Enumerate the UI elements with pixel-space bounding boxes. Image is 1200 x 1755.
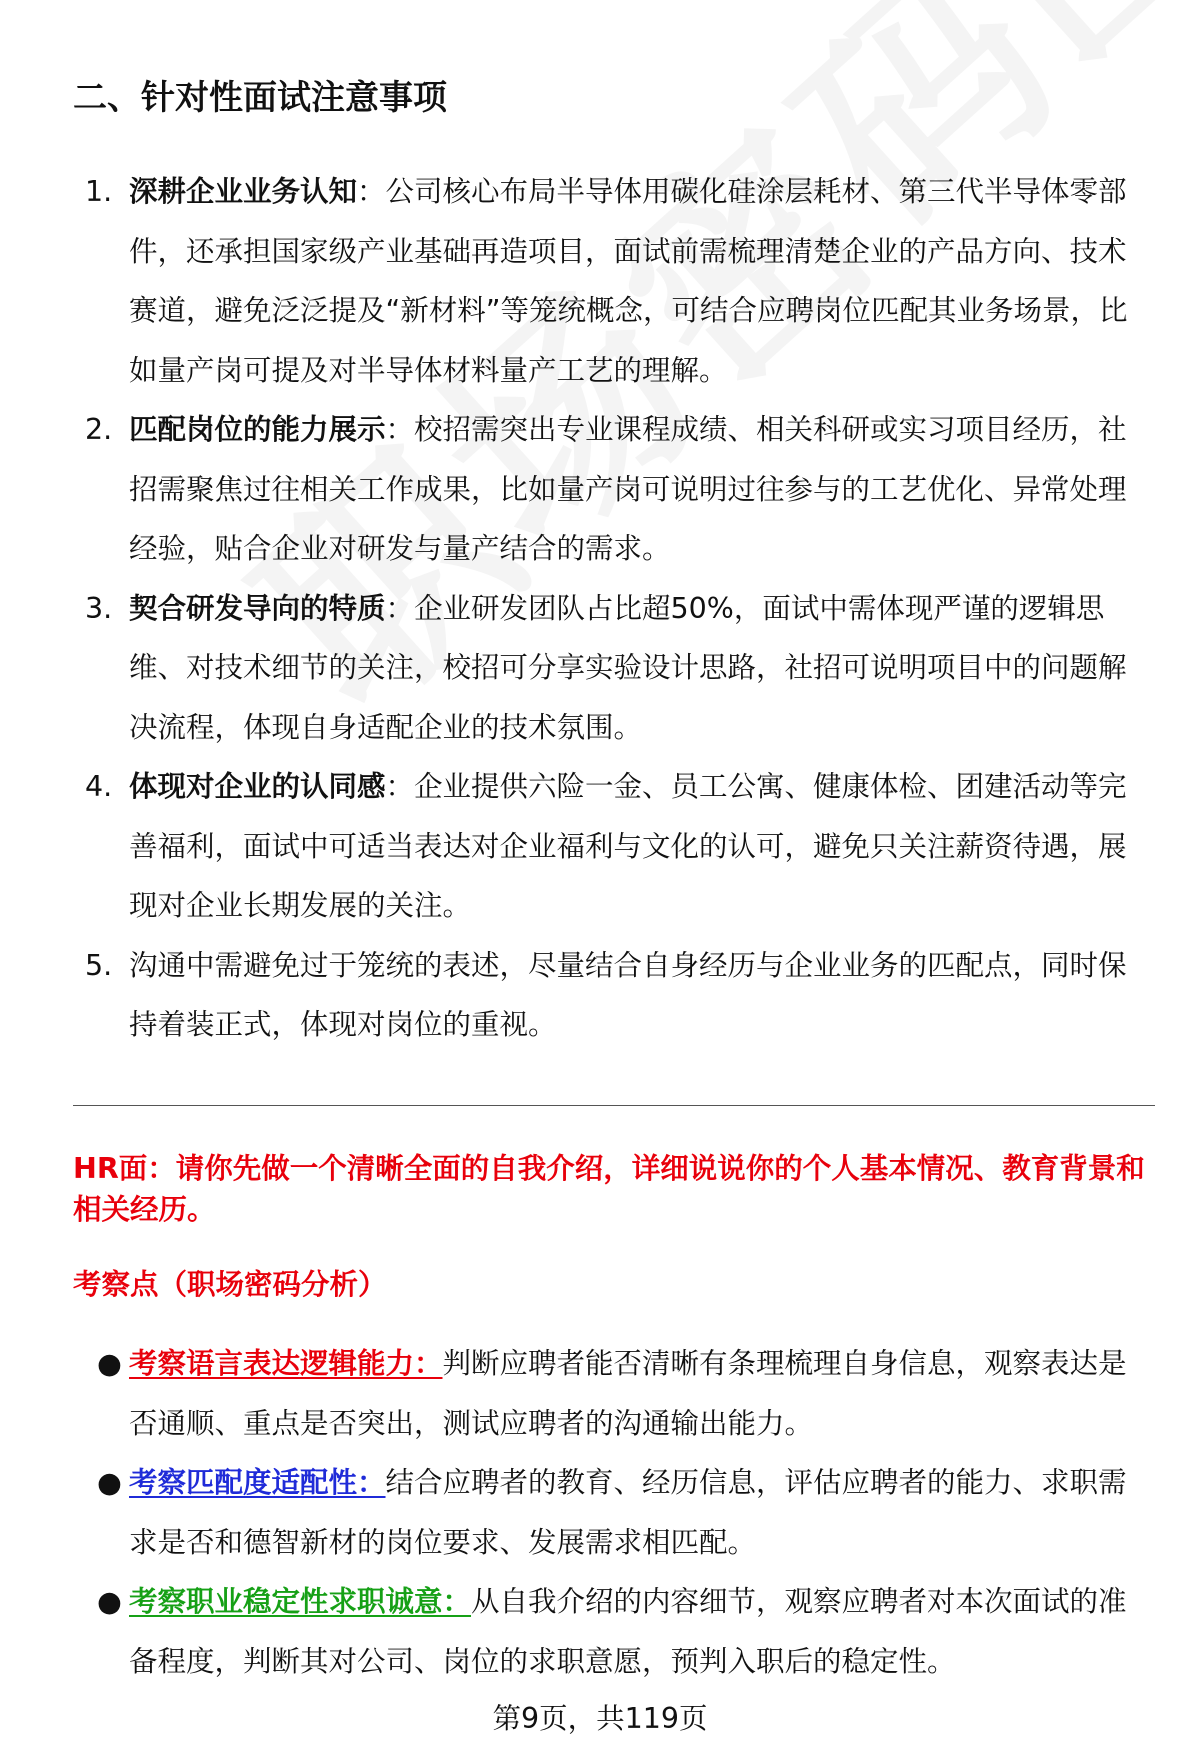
- notes-list: [73, 162, 1143, 1055]
- list-number: 4.: [85, 770, 113, 803]
- item-text: 沟通中需避免过于笼统的表述，尽量结合自身经历与企业业务的匹配点，同时保持着装正式，体现对岗位的重视。: [129, 948, 1127, 1041]
- item-heading: 深耕企业业务认知: [129, 175, 358, 208]
- item-heading: 体现对企业的认同感: [129, 770, 386, 803]
- list-number: 2.: [85, 413, 113, 446]
- point-heading: 考察语言表达逻辑能力：: [129, 1347, 443, 1380]
- interview-question: HR面：请你先做一个清晰全面的自我介绍，详细说说你的个人基本情况、教育背景和相关经历。: [73, 1152, 1145, 1226]
- section-title: 二、针对性面试注意事项: [73, 78, 447, 118]
- list-item: [73, 757, 1143, 936]
- list-item: [73, 1572, 1143, 1691]
- point-text: 结合应聘者的教育、经历信息，评估应聘者的能力、求职需求是否和德智新材的岗位要求、发展需求相匹配。: [129, 1466, 1127, 1559]
- page-footer: 第9页，共119页: [492, 1702, 708, 1735]
- divider: [73, 1105, 1155, 1106]
- separator: ：: [385, 413, 415, 446]
- list-number: 1.: [85, 175, 113, 208]
- point-text: 判断应聘者能否清晰有条理梳理自身信息，观察表达是否通顺、重点是否突出，测试应聘者的沟通输出能力。: [129, 1347, 1127, 1440]
- bullet-icon: ●: [97, 1347, 122, 1380]
- list-number: 3.: [85, 591, 113, 625]
- points-heading: 考察点（职场密码分析）: [73, 1268, 387, 1301]
- assessment-points-list: [73, 1334, 1143, 1691]
- item-heading: 匹配岗位的能力展示: [129, 413, 386, 446]
- item-text: 校招需突出专业课程成绩、相关科研或实习项目经历，社招需聚焦过往相关工作成果，比如量产岗可说明过往参与的工艺优化、异常处理经验，贴合企业对研发与量产结合的需求。: [129, 413, 1127, 565]
- list-item: [73, 400, 1143, 579]
- separator: ：: [385, 591, 415, 625]
- list-item: [73, 162, 1143, 400]
- list-item: [73, 1334, 1143, 1453]
- point-text: 从自我介绍的内容细节，观察应聘者对本次面试的准备程度，判断其对公司、岗位的求职意愿，预判入职后的稳定性。: [129, 1585, 1127, 1678]
- item-text: 企业提供六险一金、员工公寓、健康体检、团建活动等完善福利，面试中可适当表达对企业福利与文化的认可，避免只关注薪资待遇，展现对企业长期发展的关注。: [129, 770, 1127, 922]
- bullet-icon: ●: [97, 1585, 122, 1618]
- point-heading: 考察职业稳定性求职诚意：: [129, 1585, 472, 1618]
- separator: ：: [357, 175, 386, 208]
- separator: ：: [385, 770, 415, 803]
- list-number: 5.: [85, 948, 113, 982]
- point-heading: 考察匹配度适配性：: [129, 1466, 386, 1499]
- list-item: [73, 1453, 1143, 1572]
- bullet-icon: ●: [97, 1466, 122, 1499]
- list-item: [73, 579, 1143, 758]
- item-text: 公司核心布局半导体用碳化硅涂层耗材、第三代半导体零部件，还承担国家级产业基础再造项目，面试前需梳理清楚企业的产品方向、技术赛道，避免泛泛提及“新材料”等笼统概念，可结合应聘岗位匹配其业务场景，比如量产岗可提及对半导体材料量产工艺的理解。: [129, 175, 1128, 387]
- item-heading: 契合研发导向的特质: [129, 591, 386, 625]
- item-text: 企业研发团队占比超50%，面试中需体现严谨的逻辑思维、对技术细节的关注，校招可分享实验设计思路，社招可说明项目中的问题解决流程，体现自身适配企业的技术氛围。: [129, 591, 1127, 744]
- list-item: [73, 936, 1143, 1055]
